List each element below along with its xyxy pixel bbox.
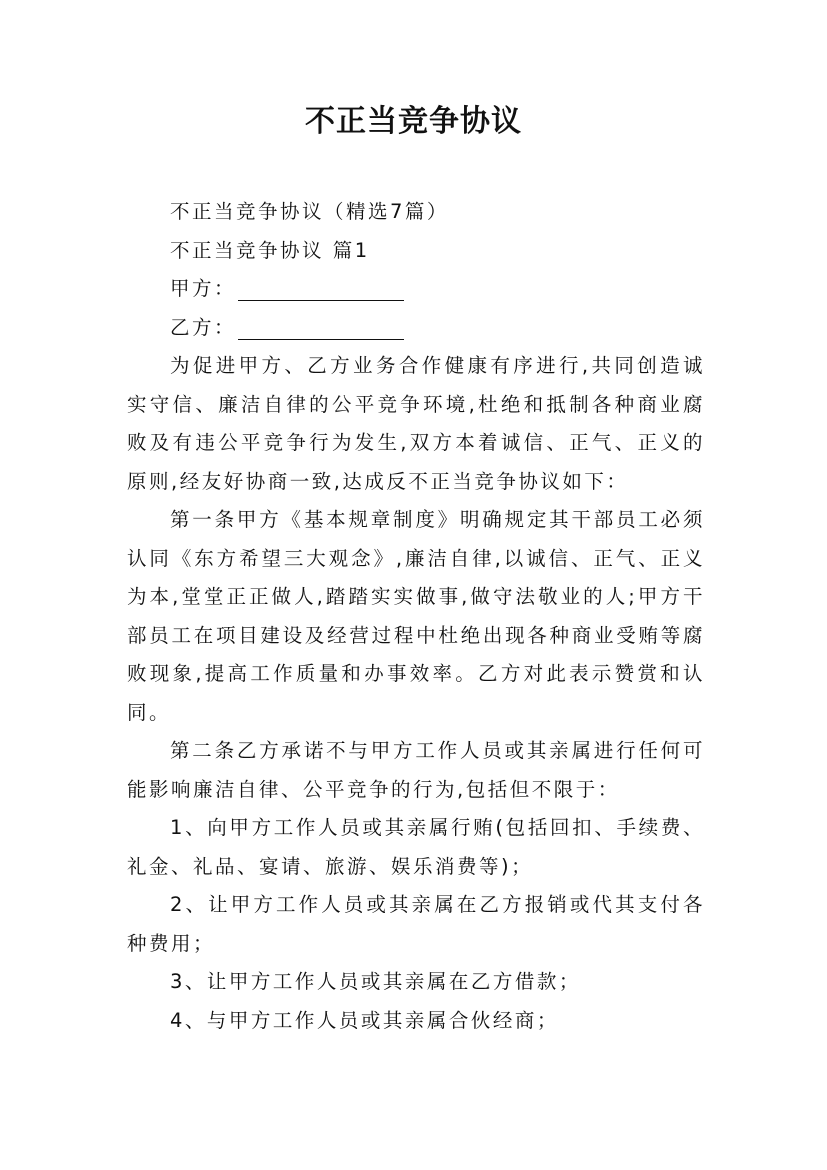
party-a-line [127,270,705,309]
document-subtitle: 不正当竞争协议（精选7篇） [170,200,449,223]
paragraph-preamble: 为促进甲方、乙方业务合作健康有序进行,共同创造诚实守信、廉洁自律的公平竞争环境,杜绝和抵制各种商业腐败及有违公平竞争行为发生,双方本着诚信、正气、正义的原则,经友好协商一致,达成反不正当竞争协议如下： [127,354,705,493]
document-title: 不正当竞争协议 [305,104,522,139]
party-b-line [127,309,705,348]
paragraph-article-2: 第二条乙方承诺不与甲方工作人员或其亲属进行任何可能影响廉洁自律、公平竞争的行为,包括但不限于： [127,739,705,801]
list-item-1: 1、向甲方工作人员或其亲属行贿(包括回扣、手续费、礼金、礼品、宴请、旅游、娱乐消费等)； [127,816,705,878]
party-a-blank [238,274,404,301]
section-heading: 不正当竞争协议 篇1 [170,238,370,262]
list-item-2: 2、让甲方工作人员或其亲属在乙方报销或代其支付各种费用； [127,893,705,955]
paragraph-article-1: 第一条甲方《基本规章制度》明确规定其干部员工必须认同《东方希望三大观念》,廉洁自律,以诚信、正气、正义为本,堂堂正正做人,踏踏实实做事,做守法敬业的人;甲方干部员工在项目建设及经营过程中杜绝出现各种商业受贿等腐败现象,提高工作质量和办事效率。乙方对此表示赞赏和认同。 [127,508,705,724]
party-a-label: 甲方： [170,277,237,300]
document-body [127,193,705,1040]
list-item-3: 3、让甲方工作人员或其亲属在乙方借款； [170,970,581,993]
party-b-label: 乙方： [170,315,237,339]
party-b-blank [238,313,404,340]
list-item-4: 4、与甲方工作人员或其亲属合伙经商； [170,1008,559,1032]
